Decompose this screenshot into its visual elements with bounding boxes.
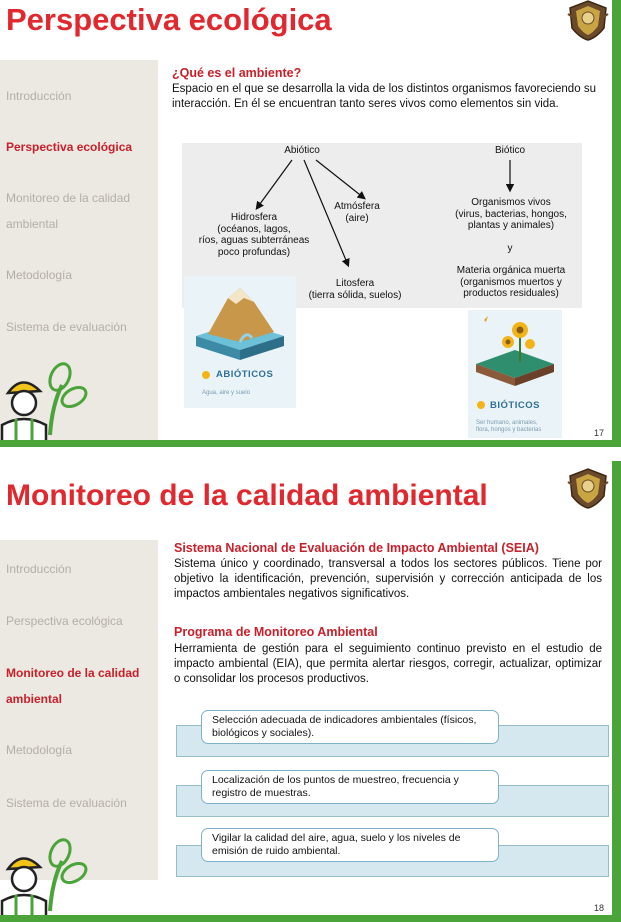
nav-metodologia[interactable]: Metodología	[6, 743, 73, 757]
card-abioticos-subtitle: Agua, aire y suelo	[202, 390, 251, 396]
label-atmosfera	[322, 201, 392, 224]
label-litosfera	[290, 278, 420, 301]
nav-introduccion[interactable]: Introducción	[6, 562, 72, 576]
nav-monitoreo-line2[interactable]: ambiental	[6, 217, 59, 231]
mountain-icon	[188, 280, 292, 362]
programa-heading: Programa de Monitoreo Ambiental	[174, 625, 378, 639]
organismos-line3: plantas y animales)	[467, 220, 555, 231]
nav-monitoreo[interactable]: Monitoreo de la calidad	[6, 191, 131, 205]
litosfera-line1: Litosfera	[335, 278, 375, 289]
island-icon	[470, 312, 560, 392]
nav-sistema-evaluacion[interactable]: Sistema de evaluación	[6, 320, 127, 334]
page-number: 17	[594, 428, 605, 438]
sun-icon	[200, 369, 212, 381]
nav-introduccion[interactable]: Introducción	[6, 89, 72, 103]
atmosfera-line2: (aire)	[345, 212, 369, 224]
step-3: Vigilar la calidad del aire, agua, suelo y los niveles de emisión de ruido ambiental.	[201, 828, 499, 862]
page-number: 18	[594, 903, 605, 913]
worker-icon	[0, 821, 95, 916]
atmosfera-line1: Atmósfera	[334, 201, 380, 212]
slide-title: Monitoreo de la calidad ambiental	[6, 479, 488, 512]
seia-heading: Sistema Nacional de Evaluación de Impacto Ambiental (SEIA)	[174, 541, 539, 555]
slide-title: Perspectiva ecológica	[6, 2, 332, 37]
step-2: Localización de los puntos de muestreo, frecuencia y registro de muestras.	[201, 770, 499, 804]
accent-bar-bottom	[0, 440, 621, 447]
slide-gap	[0, 447, 621, 461]
nav-sistema-evaluacion[interactable]: Sistema de evaluación	[6, 796, 127, 810]
card-bioticos-subtitle	[476, 420, 541, 434]
materia-line1: Materia orgánica muerta	[456, 265, 566, 276]
accent-bar-right	[612, 461, 621, 922]
litosfera-line2: (tierra sólida, suelos)	[308, 289, 402, 301]
intro-paragraph: Espacio en el que se desarrolla la vida de los distintos organismos favoreciendo su interacción. En él se encuentran tanto seres vivos como elementos sin vida.	[172, 83, 596, 110]
slide-monitoreo	[0, 461, 621, 922]
nav-monitoreo-line2[interactable]: ambiental	[6, 692, 63, 706]
crest-icon	[566, 466, 610, 510]
label-hidrosfera	[186, 212, 322, 258]
label-abiotico: Abiótico	[284, 145, 320, 156]
card-abioticos	[184, 276, 296, 408]
nav-perspectiva-ecologica[interactable]: Perspectiva ecológica	[6, 140, 133, 154]
seia-paragraph: Sistema único y coordinado, transversal a todos los sectores públicos. Tiene por objetivo la identificación, prevención, supervisión y corrección anticipada de los impactos ambientales negativos significativos.	[174, 558, 602, 600]
slide-perspectiva	[0, 0, 621, 447]
label-organismos	[436, 197, 586, 232]
card-bioticos-subtitle-line2: flora, hongos y bacterias	[476, 427, 542, 433]
nav-monitoreo[interactable]: Monitoreo de la calidad	[6, 666, 140, 680]
nav-perspectiva-ecologica[interactable]: Perspectiva ecológica	[6, 614, 123, 628]
accent-bar-bottom	[0, 915, 621, 922]
hidrosfera-line3: ríos, aguas subterráneas	[198, 235, 310, 246]
hidrosfera-line2: (océanos, lagos,	[217, 223, 291, 235]
label-biotico: Biótico	[494, 145, 525, 156]
card-bioticos	[468, 310, 562, 438]
card-bioticos-title: BIÓTICOS	[490, 400, 540, 411]
card-abioticos-title: ABIÓTICOS	[216, 369, 274, 380]
materia-line3: productos residuales)	[463, 288, 559, 299]
organismos-line2: (virus, bacterias, hongos,	[455, 208, 567, 220]
question-heading: ¿Qué es el ambiente?	[172, 66, 302, 80]
card-bioticos-subtitle-line1: Ser humano, animales,	[476, 420, 538, 426]
nav-metodologia[interactable]: Metodología	[6, 268, 73, 282]
hidrosfera-line4: poco profundas)	[217, 246, 291, 258]
accent-bar-right	[612, 0, 621, 447]
hidrosfera-line1: Hidrosfera	[230, 212, 278, 223]
label-materia	[436, 265, 586, 300]
organismos-line1: Organismos vivos	[471, 197, 551, 208]
materia-line2: (organismos muertos y	[460, 276, 562, 288]
step-1: Selección adecuada de indicadores ambientales (físicos, biológicos y sociales).	[201, 710, 499, 744]
leaf-icon	[476, 400, 486, 410]
programa-paragraph: Herramienta de gestión para el seguimiento continuo previsto en el estudio de impacto ambiental (EIA), que permita alertar riesgos, corregir, actualizar, optimizar o consolidar los procesos productivos.	[174, 643, 602, 685]
label-y: y	[507, 243, 513, 254]
